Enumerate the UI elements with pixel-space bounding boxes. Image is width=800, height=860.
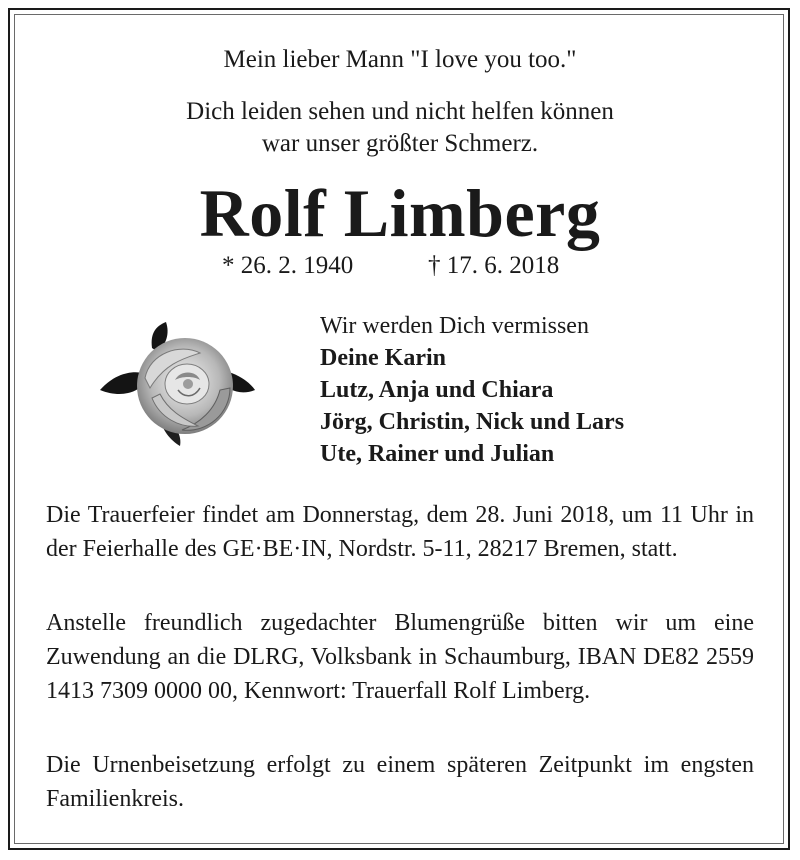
motto-line-3: war unser größter Schmerz. [261, 130, 539, 157]
deceased-name: Rolf Limberg [199, 175, 601, 251]
mourner-line: Deine Karin [320, 345, 446, 371]
donation-paragraph: Anstelle freundlich zugedachter Blumengrüße bitten wir um eine Zuwendung an die DLRG, Volksbank in Schaumburg, IBAN DE82 2559 1413 7309 0000 00, Kennwort: Trauerfall Rolf Limberg. [46, 610, 754, 704]
motto-line-1: Mein lieber Mann "I love you too." [223, 46, 577, 73]
mourner-line: Lutz, Anja und Chiara [320, 377, 554, 403]
death-date: † 17. 6. 2018 [428, 252, 560, 279]
funeral-service-paragraph: Die Trauerfeier findet am Donnerstag, dem 28. Juni 2018, um 11 Uhr in der Feierhalle des GE·BE·IN, Nordstr. 5-11, 28217 Bremen, statt. [46, 502, 754, 562]
birth-date: * 26. 2. 1940 [222, 252, 354, 279]
urn-burial-paragraph: Die Urnenbeisetzung erfolgt zu einem späteren Zeitpunkt im engsten Familienkreis. [46, 752, 754, 812]
mourner-line: Ute, Rainer und Julian [320, 441, 555, 467]
mourners-block [320, 310, 624, 470]
mourners-intro: Wir werden Dich vermissen [320, 313, 589, 339]
mourner-line: Jörg, Christin, Nick und Lars [320, 409, 625, 435]
rose-icon [90, 318, 260, 453]
motto-line-2: Dich leiden sehen und nicht helfen können [186, 98, 614, 125]
